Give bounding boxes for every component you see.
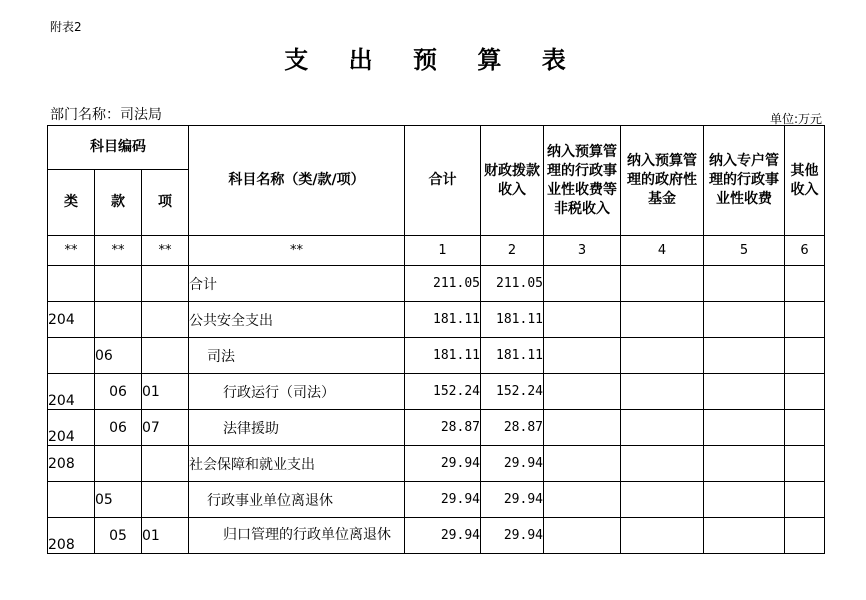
header-other: 其他收入	[785, 126, 825, 236]
cell-other	[785, 374, 825, 410]
table-row	[48, 338, 825, 374]
header-lei: 类	[48, 170, 95, 236]
cell-kuan	[95, 266, 142, 302]
table-row	[48, 482, 825, 518]
cell-kuan: 06	[95, 374, 142, 410]
cell-gov-fund	[621, 302, 704, 338]
cell-special	[704, 266, 785, 302]
cell-special	[704, 338, 785, 374]
cell-kuan: 05	[95, 482, 142, 518]
cell-name: 合计	[189, 266, 405, 302]
cell-lei: 204	[48, 374, 95, 410]
index-cell: 5	[704, 236, 785, 266]
cell-fiscal: 29.94	[481, 446, 544, 482]
cell-lei: 204	[48, 302, 95, 338]
cell-total: 28.87	[405, 410, 481, 446]
cell-total: 29.94	[405, 446, 481, 482]
cell-kuan	[95, 302, 142, 338]
cell-gov-fund	[621, 266, 704, 302]
department-label: 部门名称：司法局	[50, 107, 162, 123]
cell-total: 29.94	[405, 518, 481, 554]
cell-name: 公共安全支出	[189, 302, 405, 338]
cell-special	[704, 302, 785, 338]
cell-fiscal: 181.11	[481, 302, 544, 338]
cell-lei	[48, 266, 95, 302]
cell-other	[785, 410, 825, 446]
cell-special	[704, 410, 785, 446]
cell-fiscal: 29.94	[481, 482, 544, 518]
cell-fiscal: 211.05	[481, 266, 544, 302]
cell-other	[785, 338, 825, 374]
index-cell: **	[189, 236, 405, 266]
cell-special	[704, 446, 785, 482]
cell-name: 司法	[189, 338, 405, 374]
cell-gov-fund	[621, 338, 704, 374]
cell-other	[785, 302, 825, 338]
cell-total: 211.05	[405, 266, 481, 302]
cell-non-tax	[544, 482, 621, 518]
header-non-tax: 纳入预算管理的行政事业性收费等非税收入	[544, 126, 621, 236]
cell-other	[785, 518, 825, 554]
cell-non-tax	[544, 518, 621, 554]
cell-name: 社会保障和就业支出	[189, 446, 405, 482]
cell-non-tax	[544, 338, 621, 374]
index-cell: 4	[621, 236, 704, 266]
cell-gov-fund	[621, 518, 704, 554]
cell-xiang: 01	[142, 374, 189, 410]
table-row	[48, 410, 825, 446]
cell-fiscal: 28.87	[481, 410, 544, 446]
budget-table	[47, 125, 825, 554]
cell-xiang	[142, 266, 189, 302]
cell-xiang	[142, 302, 189, 338]
cell-special	[704, 374, 785, 410]
cell-other	[785, 266, 825, 302]
index-cell: 2	[481, 236, 544, 266]
cell-gov-fund	[621, 446, 704, 482]
cell-total: 152.24	[405, 374, 481, 410]
cell-name: 行政事业单位离退休	[189, 482, 405, 518]
cell-kuan: 05	[95, 518, 142, 554]
cell-lei: 208	[48, 518, 95, 554]
cell-name: 归口管理的行政单位离退休	[189, 518, 405, 554]
cell-total: 181.11	[405, 302, 481, 338]
cell-xiang	[142, 482, 189, 518]
cell-non-tax	[544, 302, 621, 338]
cell-xiang: 07	[142, 410, 189, 446]
cell-fiscal: 152.24	[481, 374, 544, 410]
cell-gov-fund	[621, 410, 704, 446]
cell-xiang	[142, 338, 189, 374]
cell-xiang	[142, 446, 189, 482]
cell-non-tax	[544, 446, 621, 482]
annex-label: 附表2	[50, 20, 82, 34]
cell-non-tax	[544, 266, 621, 302]
cell-lei	[48, 482, 95, 518]
cell-name: 法律援助	[189, 410, 405, 446]
cell-fiscal: 181.11	[481, 338, 544, 374]
index-cell: 1	[405, 236, 481, 266]
header-fiscal: 财政拨款收入	[481, 126, 544, 236]
header-subject-name: 科目名称（类/款/项）	[189, 126, 405, 236]
index-cell: **	[48, 236, 95, 266]
cell-kuan	[95, 446, 142, 482]
header-special: 纳入专户管理的行政事业性收费	[704, 126, 785, 236]
header-gov-fund: 纳入预算管理的政府性基金	[621, 126, 704, 236]
page-title: 支 出 预 算 表	[284, 45, 582, 74]
table-row	[48, 266, 825, 302]
cell-other	[785, 446, 825, 482]
cell-lei: 204	[48, 410, 95, 446]
unit-label: 单位:万元	[769, 112, 822, 126]
cell-lei: 208	[48, 446, 95, 482]
cell-other	[785, 482, 825, 518]
cell-kuan: 06	[95, 410, 142, 446]
cell-total: 29.94	[405, 482, 481, 518]
cell-special	[704, 482, 785, 518]
header-total: 合计	[405, 126, 481, 236]
index-cell: **	[142, 236, 189, 266]
header-kuan: 款	[95, 170, 142, 236]
cell-name: 行政运行（司法）	[189, 374, 405, 410]
header-subject-code: 科目编码	[48, 126, 189, 170]
cell-kuan: 06	[95, 338, 142, 374]
cell-gov-fund	[621, 374, 704, 410]
cell-non-tax	[544, 374, 621, 410]
cell-lei	[48, 338, 95, 374]
cell-xiang: 01	[142, 518, 189, 554]
header-xiang: 项	[142, 170, 189, 236]
table-row	[48, 518, 825, 554]
index-cell: **	[95, 236, 142, 266]
index-cell: 3	[544, 236, 621, 266]
index-cell: 6	[785, 236, 825, 266]
cell-non-tax	[544, 410, 621, 446]
table-row	[48, 302, 825, 338]
index-row	[48, 236, 825, 266]
table-row	[48, 446, 825, 482]
cell-fiscal: 29.94	[481, 518, 544, 554]
cell-total: 181.11	[405, 338, 481, 374]
cell-special	[704, 518, 785, 554]
table-row	[48, 374, 825, 410]
cell-gov-fund	[621, 482, 704, 518]
